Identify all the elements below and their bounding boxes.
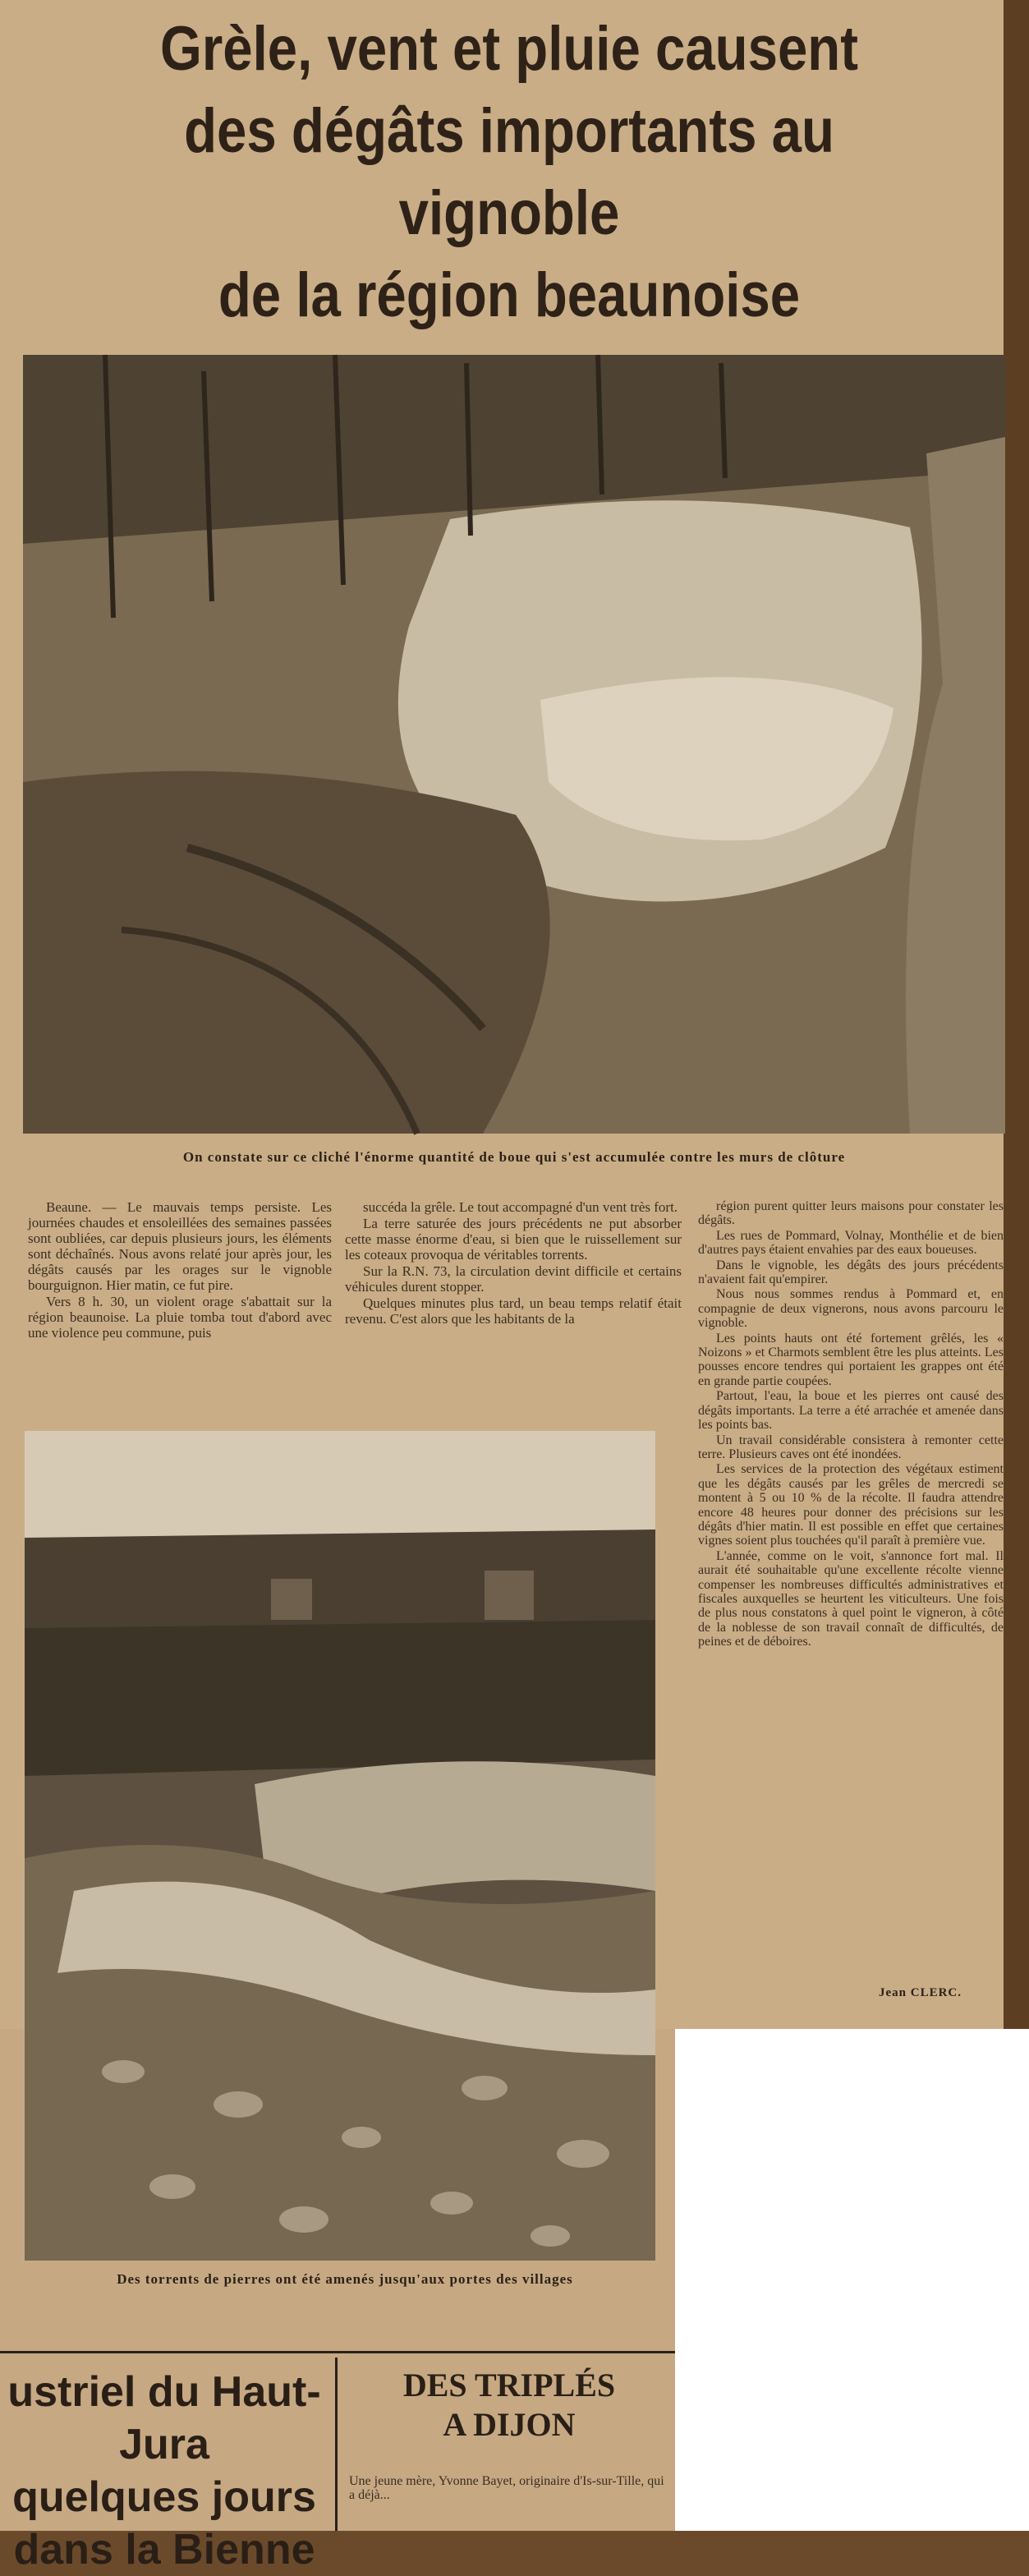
col2-paragraph: La terre saturée des jours précédents ne put absorber cette masse énorme d'eau, si bien que le ruissellement sur les coteaux provoqua de véritables torrents. [345, 1216, 682, 1263]
photo1-caption [30, 1148, 999, 1166]
bottom-left-line-3: dans la Bienne [13, 2526, 315, 2574]
photo-mud-walls [23, 355, 1005, 1134]
col2-paragraph: Quelques minutes plus tard, un beau temps relatif était revenu. C'est alors que les habitants de la [345, 1295, 682, 1327]
article-column-3 [698, 1199, 1004, 1650]
article-column-2 [345, 1199, 682, 1327]
binding-edge [1004, 0, 1029, 2029]
author-signature: Jean CLERC. [879, 1986, 962, 1999]
headline-line-3: de la région beaunoise [218, 260, 801, 330]
bottom-right-headline [345, 2366, 673, 2445]
article-column-1 [28, 1199, 332, 1341]
col3-paragraph: Les services de la protection des végétaux estiment que les dégâts causés par les grêles de mercredi se montent à 5 ou 10 % de la récolte. Il faudra attendre encore 48 heures pour donner des précisions sur les dégâts d'hier matin. Il est possible en effet que certaines vignes soient plus touchées qu'il paraît à première vue. [698, 1462, 1004, 1548]
col2-paragraph: succéda la grêle. Le tout accompagné d'un vent très fort. [363, 1199, 678, 1215]
bottom-right-title-line-2: A DIJON [443, 2406, 576, 2443]
photo-stone-torrents [25, 1431, 655, 2261]
photo2-caption-text: Des torrents de pierres ont été amenés jusqu'aux portes des villages [117, 2271, 573, 2287]
col1-paragraph: Beaune. — Le mauvais temps persiste. Les journées chaudes et ensoleillées des semaines passées sont oubliées, car depuis plusieurs jours, les éléments sont déchaînés. Nous avons relaté jour après jour, les dégâts causés par les orages sur le vignoble bourguignon. Hier matin, ce fut pire. [28, 1199, 332, 1293]
headline [85, 8, 933, 337]
bottom-left-line-2: quelques jours [12, 2473, 316, 2521]
bottom-right-body: Une jeune mère, Yvonne Bayet, originaire d'Is-sur-Tille, qui a déjà... [349, 2474, 664, 2502]
photo2-caption [25, 2270, 665, 2288]
photo1-caption-text: On constate sur ce cliché l'énorme quantité de boue qui s'est accumulée contre les murs de clôture [182, 1149, 846, 1165]
col1-paragraph: Vers 8 h. 30, un violent orage s'abattait sur la région beaunoise. La pluie tomba tout d'abord avec une violence peu commune, puis [28, 1294, 332, 1341]
col3-paragraph: Les points hauts ont été fortement grêlés, les « Noizons » et Charmots semblent être les plus atteints. Les pousses encore tendres qui portaient les grappes ont été en grande partie coupées. [698, 1331, 1004, 1388]
col3-paragraph: L'année, comme on le voit, s'annonce fort mal. Il aurait été souhaitable qu'une excellente récolte vienne compenser les nombreuses difficultés administratives et fiscales auxquelles se heurtent les viticulteurs. Une fois de plus nous constatons à quel point le vigneron, à côté de la noblesse de son travail connaît de difficultés, de peines et de déboires. [698, 1548, 1004, 1649]
col2-paragraph: Sur la R.N. 73, la circulation devint difficile et certains véhicules durent stopper. [345, 1263, 682, 1295]
col3-paragraph: Les rues de Pommard, Volnay, Monthélie et de bien d'autres pays étaient envahies par des eaux boueuses. [698, 1228, 1004, 1258]
col3-paragraph: Un travail considérable consistera à remonter cette terre. Plusieurs caves ont été inondées. [698, 1433, 1004, 1461]
col3-paragraph: Partout, l'eau, la boue et les pierres ont causé des dégâts importants. La terre a été arrachée et amenée dans les points bas. [698, 1389, 1004, 1433]
blank-area [675, 2029, 1029, 2531]
headline-line-1: Grèle, vent et pluie causent [160, 14, 858, 84]
bottom-right-title-line-1: DES TRIPLÉS [402, 2367, 616, 2404]
column-divider [335, 2358, 338, 2531]
section-divider [0, 2351, 675, 2353]
bottom-left-headline [0, 2366, 328, 2576]
headline-line-2: des dégâts importants au vignoble [184, 96, 834, 248]
bottom-left-line-1: ustriel du Haut-Jura [7, 2368, 321, 2468]
col3-paragraph: Nous nous sommes rendus à Pommard et, en compagnie de deux vignerons, nous avons parcouru le vignoble. [698, 1287, 1004, 1331]
col3-paragraph: Dans le vignoble, les dégâts des jours précédents n'avaient fait qu'empirer. [698, 1258, 1004, 1287]
col3-paragraph: région purent quitter leurs maisons pour constater les dégâts. [698, 1199, 1004, 1228]
